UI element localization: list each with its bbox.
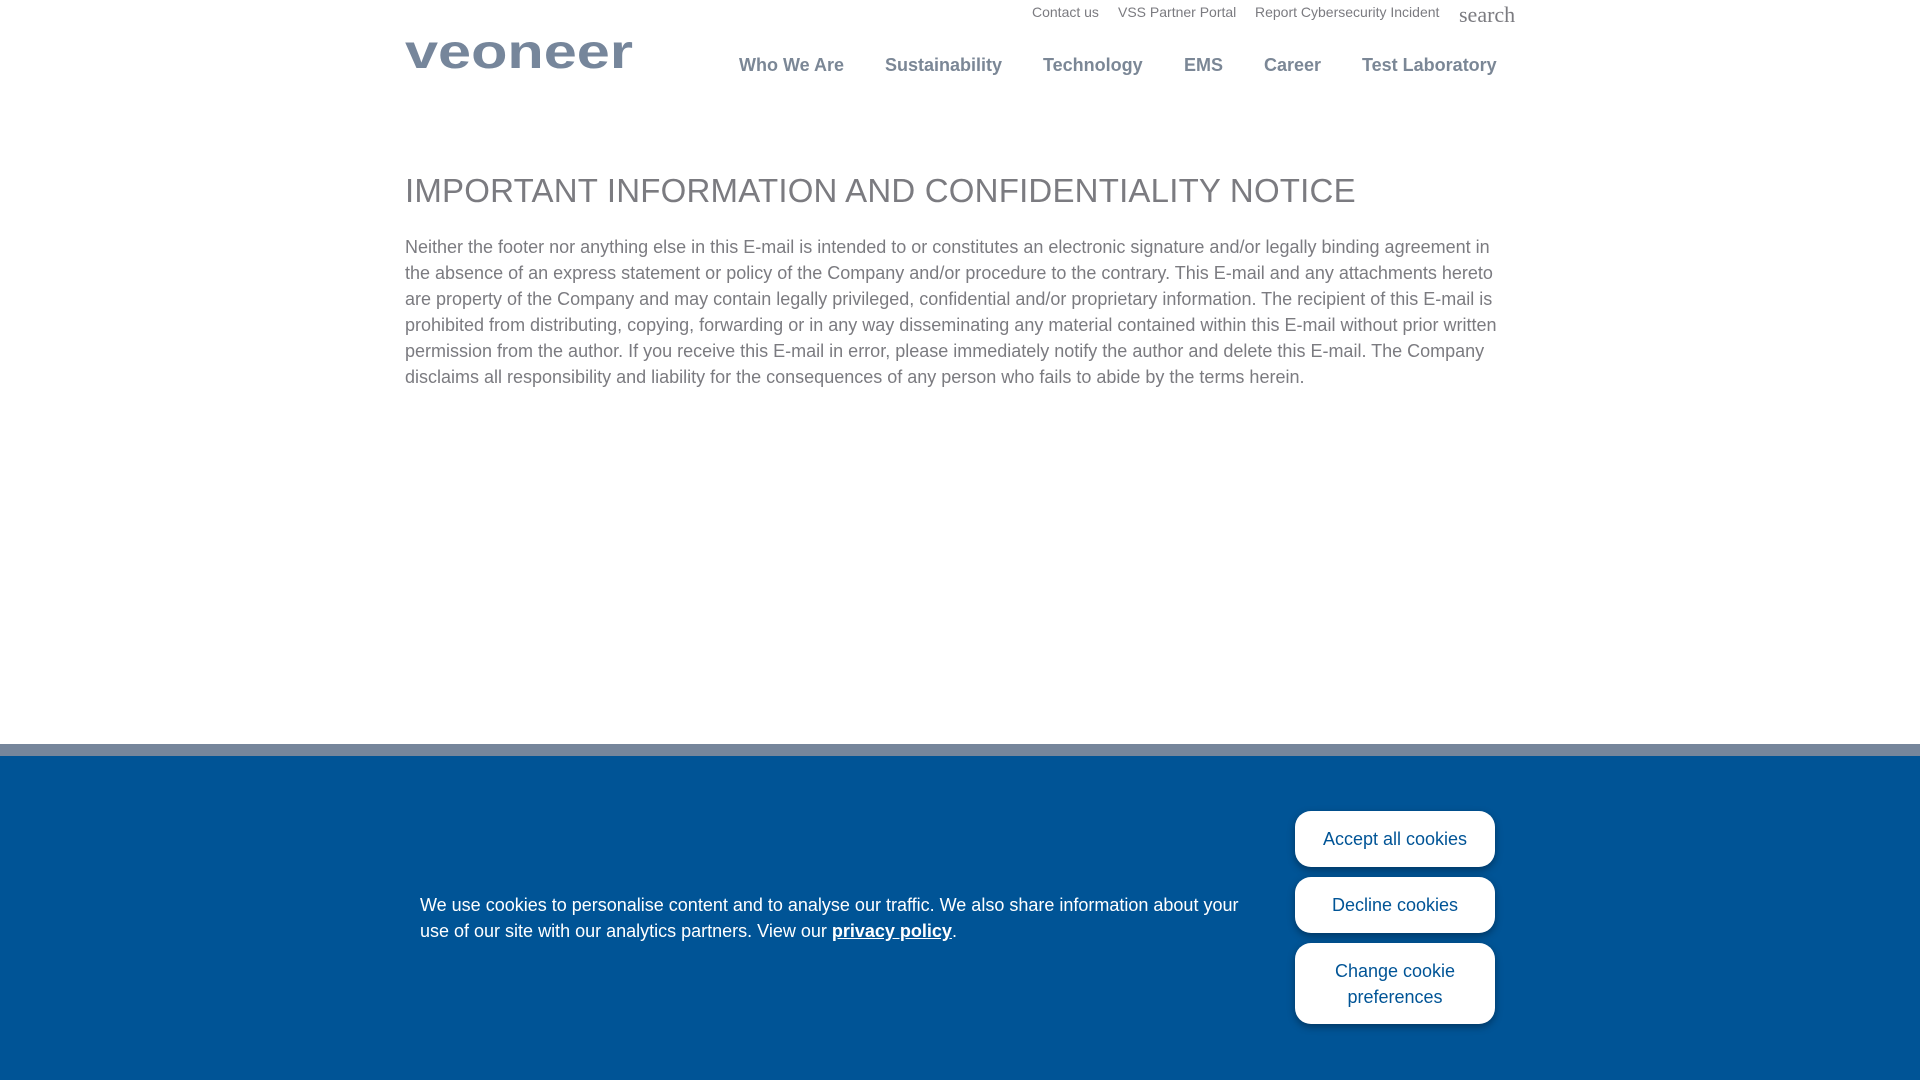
- accept-all-cookies-button[interactable]: Accept all cookies: [1295, 811, 1495, 867]
- cookie-banner: [0, 756, 1920, 1080]
- privacy-policy-link[interactable]: privacy policy: [831, 921, 952, 941]
- cookie-message-end: .: [951, 921, 957, 941]
- main-nav: [0, 55, 1920, 79]
- nav-technology[interactable]: Technology: [1043, 55, 1143, 75]
- nav-career[interactable]: Career: [1264, 55, 1322, 75]
- vss-partner-portal-link[interactable]: VSS Partner Portal: [1118, 4, 1237, 20]
- logo-text: veoneer: [405, 34, 633, 72]
- cookie-message-text: We use cookies to personalise content and to analyse our traffic. We also share information about your use of our site with our analytics partners. View our: [420, 895, 1239, 941]
- contact-us-link[interactable]: Contact us: [1032, 4, 1099, 20]
- search-button[interactable]: search: [1459, 2, 1516, 27]
- nav-test-laboratory[interactable]: Test Laboratory: [1362, 55, 1497, 75]
- confidentiality-notice-text: Neither the footer nor anything else in this E-mail is intended to or constitutes an electronic signature and/or legally binding agreement in the absence of an express statement or policy of the Company and/or procedure to the contrary. This E-mail and any attachments hereto are property of the Company and may contain legally privileged, confidential and/or proprietary information. The recipient of this E-mail is prohibited from distributing, copying, forwarding or in any way disseminating any material contained within this E-mail without prior written permission from the author. If you receive this E-mail in error, please immediately notify the author and delete this E-mail. The Company disclaims all responsibility and liability for the consequences of any person who fails to abide by the terms herein.: [405, 237, 1497, 387]
- cookie-message: [420, 892, 1250, 944]
- nav-ems[interactable]: EMS: [1184, 55, 1224, 75]
- nav-who-we-are[interactable]: Who We Are: [739, 55, 845, 75]
- decline-cookies-button[interactable]: Decline cookies: [1295, 877, 1495, 933]
- nav-sustainability[interactable]: Sustainability: [885, 55, 1003, 75]
- report-cybersecurity-incident-link[interactable]: Report Cybersecurity Incident: [1255, 4, 1440, 20]
- main-content: [405, 170, 1515, 390]
- footer-divider: [0, 744, 1920, 756]
- page-title: IMPORTANT INFORMATION AND CONFIDENTIALITY NOTICE: [405, 172, 1356, 209]
- change-cookie-preferences-button[interactable]: Change cookie preferences: [1295, 943, 1495, 1024]
- utility-nav: [0, 0, 1920, 30]
